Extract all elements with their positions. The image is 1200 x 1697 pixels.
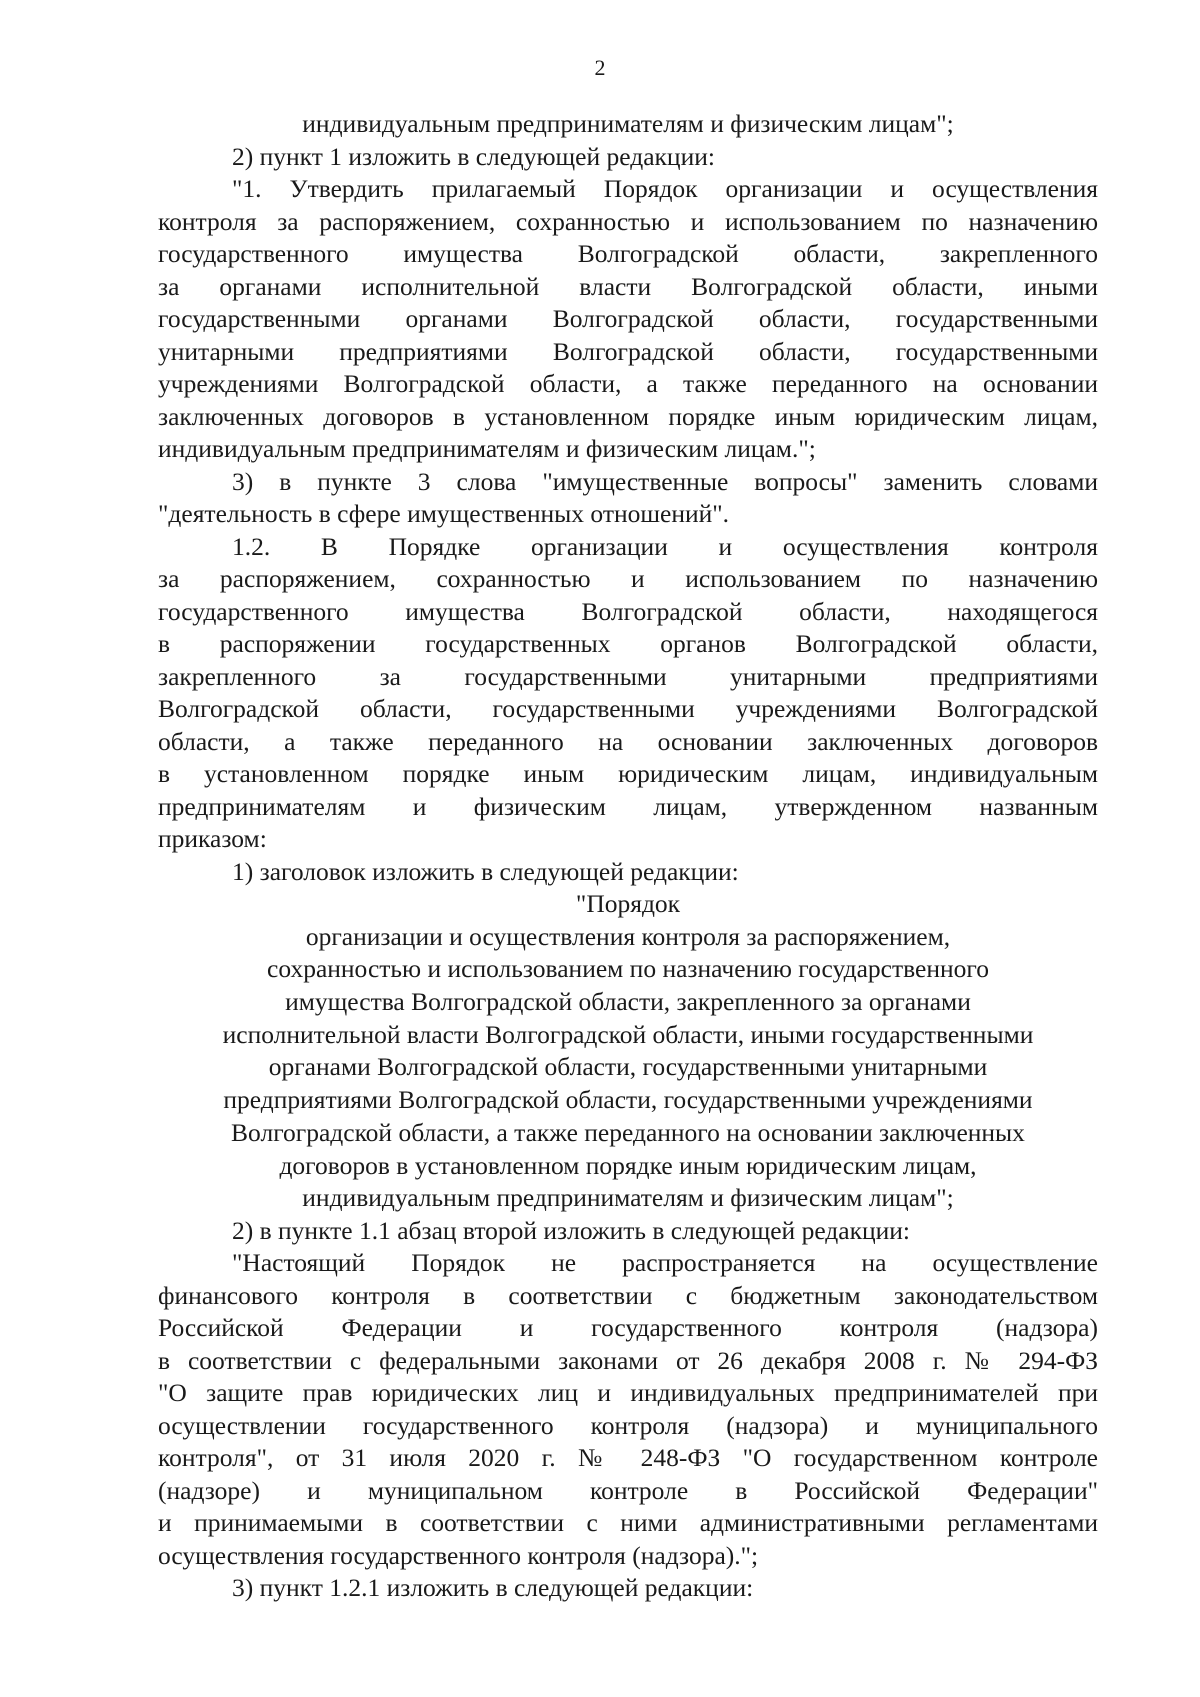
text-line: (надзоре) и муниципальном контроле в Российской Федерации" [158,1475,1098,1505]
title-line: организации и осуществления контроля за распоряжением, [305,921,951,951]
title-line: "Порядок [575,889,681,918]
text-line: контроля", от 31 июля 2020 г. № 248-ФЗ "О государственном контроле [158,1443,1098,1473]
page-number: 2 [594,55,606,80]
text-line: государственного имущества Волгоградской области, находящегося [158,596,1098,626]
text-line: учреждениями Волгоградской области, а также переданного на основании [158,369,1098,398]
text-line: "1. Утвердить прилагаемый Порядок организации и осуществления [232,174,1098,203]
text-line: "О защите прав юридических лиц и индивидуальных предпринимателей при [158,1378,1098,1408]
text-line: закрепленного за государственными унитарными предприятиями [158,661,1098,691]
text-line: предпринимателям и физическим лицам, утвержденном названным [158,791,1098,821]
text-line: "Настоящий Порядок не распространяется на осуществление [232,1248,1098,1278]
text-line: 1.2. В Порядке организации и осуществления контроля [232,531,1098,561]
text-line: 2) в пункте 1.1 абзац второй изложить в следующей редакции: [232,1215,911,1245]
text-line: осуществлении государственного контроля (надзора) и муниципального [158,1410,1098,1440]
title-line: предприятиями Волгоградской области, государственными учреждениями [223,1085,1033,1115]
text-line: индивидуальным предпринимателям и физическим лицам."; [158,434,816,463]
text-line: финансового контроля в соответствии с бюджетным законодательством [158,1280,1098,1310]
title-line: сохранностью и использованием по назначению государственного [267,954,989,984]
text-line: в соответствии с федеральными законами от 26 декабря 2008 г. № 294-ФЗ [158,1345,1098,1375]
title-line: имущества Волгоградской области, закрепленного за органами [285,987,971,1017]
text-line: государственного имущества Волгоградской области, закрепленного [158,239,1098,268]
text-line: индивидуальным предпринимателям и физическим лицам"; [302,109,954,138]
text-line: приказом: [158,824,267,853]
text-line: Волгоградской области, государственными учреждениями Волгоградской [158,694,1098,723]
text-line: 2) пункт 1 изложить в следующей редакции: [232,141,715,171]
text-line: осуществления государственного контроля (надзора)."; [158,1540,759,1570]
text-line: области, а также переданного на основании заключенных договоров [158,726,1098,756]
text-line: унитарными предприятиями Волгоградской области, государственными [158,336,1098,366]
title-line: индивидуальным предпринимателям и физическим лицам"; [302,1183,954,1213]
text-line: "деятельность в сфере имущественных отношений". [158,499,730,528]
text-line: 1) заголовок изложить в следующей редакции: [232,856,739,886]
text-line: 3) в пункте 3 слова "имущественные вопросы" заменить словами [232,466,1098,496]
text-line: государственными органами Волгоградской области, государственными [158,304,1098,333]
text-line: заключенных договоров в установленном порядке иным юридическим лицам, [158,401,1098,431]
text-line: в установленном порядке иным юридическим лицам, индивидуальным [158,759,1098,788]
title-line: Волгоградской области, а также переданного на основании заключенных [231,1117,1025,1147]
order-title-block [158,888,1098,1215]
text-line: и принимаемыми в соответствии с ними административными регламентами [158,1508,1098,1538]
text-line: в распоряжении государственных органов Волгоградской области, [158,629,1098,658]
text-line: 3) пункт 1.2.1 изложить в следующей редакции: [232,1573,754,1603]
document-body [158,108,1098,1605]
text-line: за органами исполнительной власти Волгоградской области, иными [158,271,1098,301]
title-line: исполнительной власти Волгоградской области, иными государственными [222,1019,1034,1049]
text-line: за распоряжением, сохранностью и использованием по назначению [158,564,1098,593]
text-line: Российской Федерации и государственного контроля (надзора) [158,1313,1098,1343]
text-line: контроля за распоряжением, сохранностью и использованием по назначению [158,206,1098,236]
title-line: договоров в установленном порядке иным юридическим лицам, [279,1150,977,1180]
title-line: органами Волгоградской области, государственными унитарными [268,1052,988,1082]
